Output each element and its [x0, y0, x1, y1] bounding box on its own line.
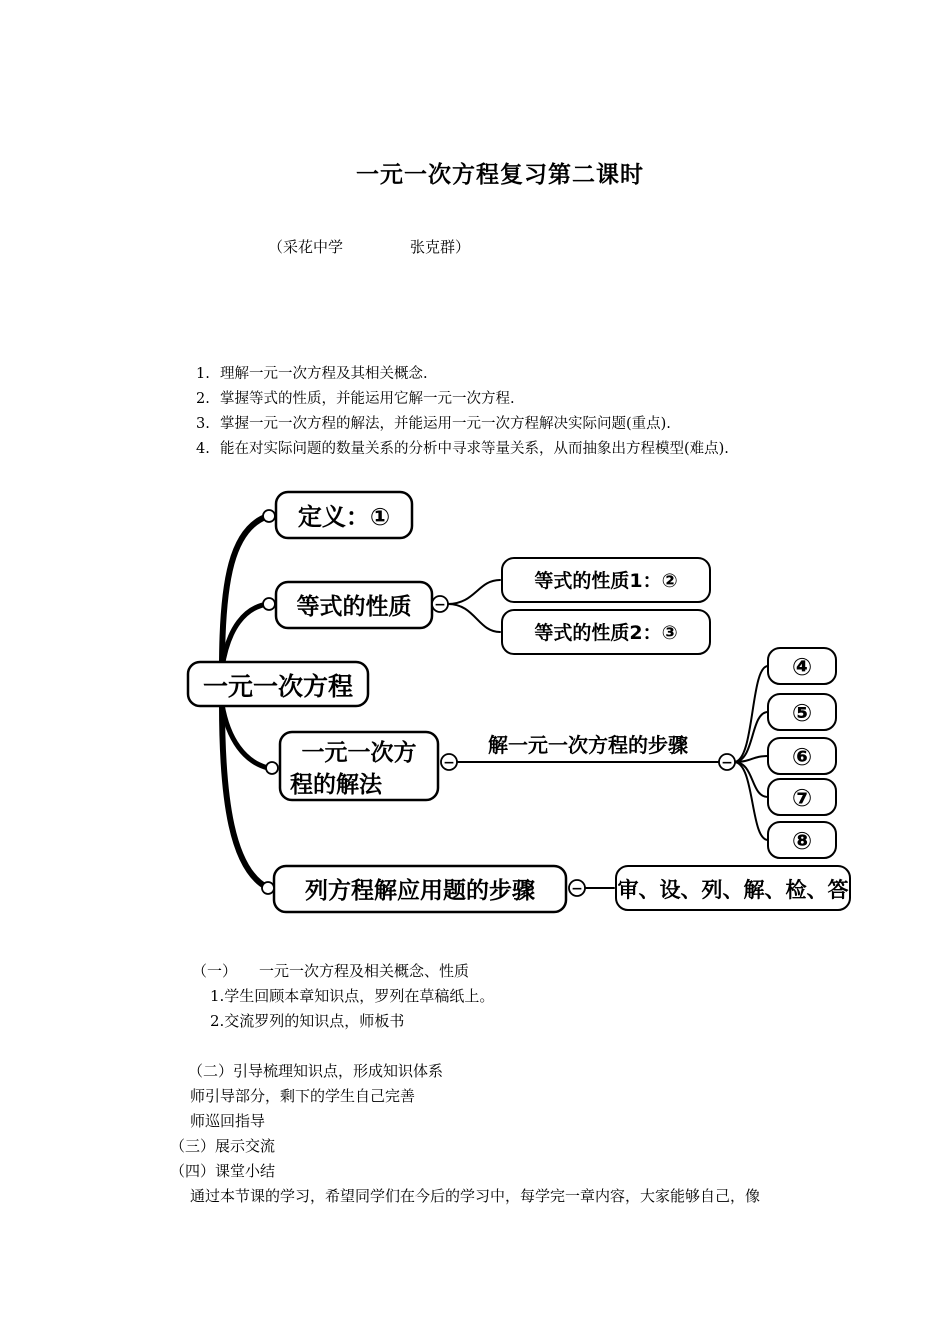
- byline-author: 张克群）: [410, 238, 471, 256]
- part1-item: 2.交流罗列的知识点，师板书: [210, 1012, 405, 1030]
- properties-label: 等式的性质: [296, 594, 412, 620]
- solving-label-line2: 程的解法: [290, 772, 382, 798]
- part2-line: 师引导部分，剩下的学生自己完善: [190, 1087, 416, 1105]
- step-label: ④: [791, 653, 813, 681]
- objective-text: 理解一元一次方程及其相关概念.: [220, 366, 428, 382]
- collapse-symbol: −: [434, 597, 446, 613]
- part1-heading-num: （一）: [192, 962, 238, 980]
- application-steps-label: 审、设、列、解、检、答: [617, 878, 849, 902]
- part4-text: 通过本节课的学习，希望同学们在今后的学习中，每学完一章内容，大家能够自己，像: [190, 1187, 761, 1205]
- branch-property2: [448, 604, 500, 632]
- page-title: 一元一次方程复习第二课时: [356, 162, 644, 188]
- connector-icon: [263, 598, 275, 610]
- objective-number: 4.: [196, 441, 210, 457]
- objective-text: 能在对实际问题的数量关系的分析中寻求等量关系，从而抽象出方程模型(难点).: [220, 441, 729, 457]
- step-label: ⑥: [791, 743, 813, 771]
- part2-heading: （二）引导梳理知识点，形成知识体系: [188, 1062, 444, 1080]
- part1-heading: [192, 960, 469, 981]
- solving-label-line1: 一元一次方: [301, 740, 417, 766]
- branch-solving: [222, 704, 268, 768]
- objective-number: 3.: [196, 416, 210, 432]
- byline-school: （采花中学: [268, 238, 344, 256]
- part4-heading: （四）课堂小结: [170, 1162, 276, 1180]
- property2-label: 等式的性质2：③: [534, 622, 678, 644]
- collapse-symbol: −: [721, 755, 733, 771]
- objective-number: 1.: [196, 366, 210, 382]
- connector-icon: [262, 882, 274, 894]
- part3-heading: （三）展示交流: [170, 1137, 276, 1155]
- steps-label: 解一元一次方程的步骤: [488, 733, 688, 757]
- objective-number: 2.: [196, 391, 210, 407]
- step-label: ⑧: [791, 827, 813, 855]
- root-label: 一元一次方程: [202, 672, 354, 701]
- connector-icon: [263, 510, 275, 522]
- collapse-symbol: −: [443, 755, 455, 771]
- branch-property1: [448, 580, 500, 604]
- part1-heading-text: 一元一次方程及相关概念、性质: [259, 962, 470, 980]
- branch-step-8: [734, 762, 768, 840]
- objective-text: 掌握一元一次方程的解法，并能运用一元一次方程解决实际问题(重点).: [220, 416, 671, 432]
- objective-text: 掌握等式的性质，并能运用它解一元一次方程.: [220, 391, 515, 407]
- property1-label: 等式的性质1：②: [534, 570, 678, 592]
- part2-line: 师巡回指导: [190, 1112, 266, 1130]
- step-label: ⑦: [791, 784, 813, 812]
- branch-properties: [222, 604, 268, 668]
- definition-label: 定义：①: [297, 503, 391, 531]
- connector-icon: [266, 762, 278, 774]
- step-label: ⑤: [791, 699, 813, 727]
- application-label: 列方程解应用题的步骤: [305, 878, 535, 904]
- part1-item: 1.学生回顾本章知识点，罗列在草稿纸上。: [210, 987, 495, 1005]
- collapse-symbol: −: [571, 881, 583, 897]
